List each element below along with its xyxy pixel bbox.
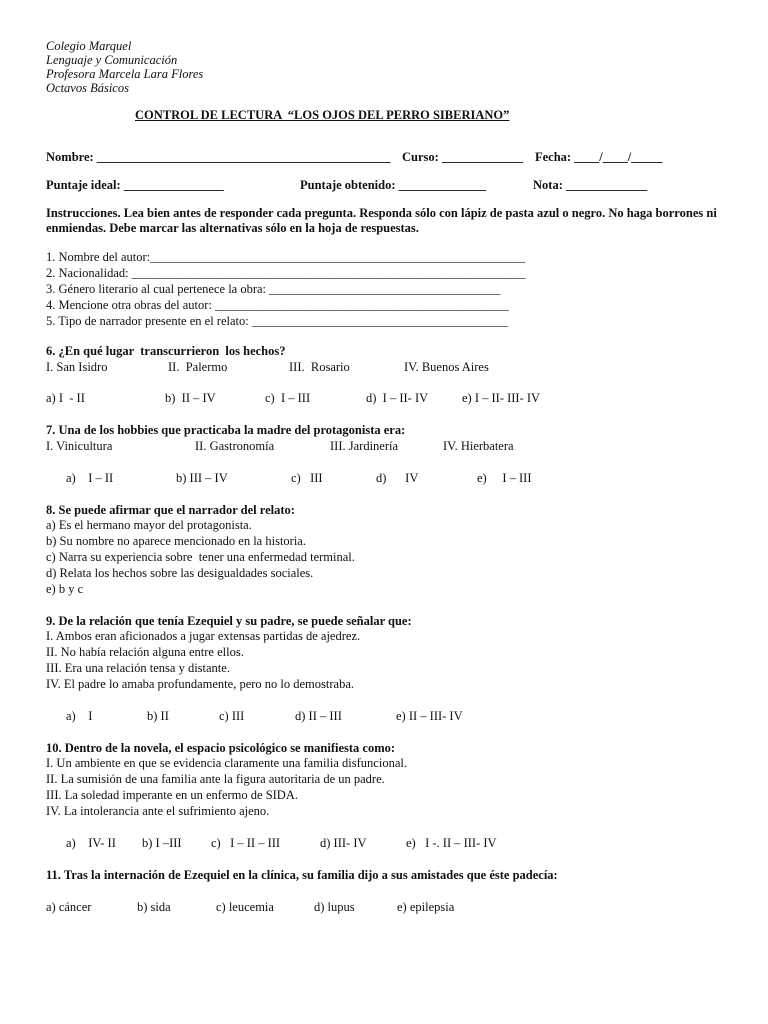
q11-option-d: d) lupus <box>314 900 355 914</box>
q9-option-d: d) II – III <box>295 709 342 723</box>
nota-field: Nota: _____________ <box>533 178 648 192</box>
q10-option-b: b) I –III <box>142 836 182 850</box>
q10-option-c: c) I – II – III <box>211 836 281 850</box>
short-answer-1: 1. Nombre del autor:____________________________________________________________ <box>46 250 526 264</box>
q10-item-4: IV. La intolerancia ante el sufrimiento ajeno. <box>46 804 270 818</box>
question-11: 11. Tras la internación de Ezequiel en la clínica, su familia dijo a sus amistades que éste padecía: <box>46 868 558 882</box>
instructions <box>46 206 736 236</box>
q9-option-a: a) I <box>66 709 93 723</box>
grade-name: Octavos Básicos <box>46 81 129 95</box>
q7-option-e: e) I – III <box>477 471 532 485</box>
q8-option-d: d) Relata los hechos sobre las desigualdades sociales. <box>46 566 314 580</box>
q10-option-d: d) III- IV <box>320 836 367 850</box>
q9-item-2: II. No había relación alguna entre ellos. <box>46 645 244 659</box>
instructions-label: Instrucciones <box>46 206 118 220</box>
q9-option-c: c) III <box>219 709 245 723</box>
q9-item-3: III. Era una relación tensa y distante. <box>46 661 230 675</box>
puntaje-ideal-field: Puntaje ideal: ________________ <box>46 178 224 192</box>
q7-item-3: III. Jardinería <box>330 439 399 453</box>
curso-field: Curso: _____________ <box>402 150 524 164</box>
question-8: 8. Se puede afirmar que el narrador del relato: <box>46 503 295 517</box>
puntaje-obtenido-field: Puntaje obtenido: ______________ <box>300 178 487 192</box>
teacher-name: Profesora Marcela Lara Flores <box>46 67 204 81</box>
instructions-text: . Lea bien antes de responder cada pregunta. Responda sólo con lápiz de pasta azul o negro. No haga borrones ni enmiendas. Debe marcar las alternativas sólo en la hoja de respuestas. <box>46 206 717 235</box>
q9-option-b: b) II <box>147 709 169 723</box>
short-answer-5: 5. Tipo de narrador presente en el relato: _________________________________________ <box>46 314 509 328</box>
school-name: Colegio Marquel <box>46 39 132 53</box>
q7-option-c: c) III <box>291 471 323 485</box>
q6-item-4: IV. Buenos Aires <box>404 360 489 374</box>
q9-item-1: I. Ambos eran aficionados a jugar extensas partidas de ajedrez. <box>46 629 361 643</box>
q10-option-e: e) I -. II – III- IV <box>406 836 497 850</box>
q8-option-e: e) b y c <box>46 582 84 596</box>
short-answer-2: 2. Nacionalidad: _______________________________________________________________ <box>46 266 526 280</box>
short-answer-4: 4. Mencione otra obras del autor: _______________________________________________ <box>46 298 509 312</box>
q8-option-a: a) Es el hermano mayor del protagonista. <box>46 518 252 532</box>
q6-item-3: III. Rosario <box>289 360 350 374</box>
question-7: 7. Una de los hobbies que practicaba la madre del protagonista era: <box>46 423 406 437</box>
q7-item-1: I. Vinicultura <box>46 439 113 453</box>
q11-option-e: e) epilepsia <box>397 900 455 914</box>
short-answer-3: 3. Género literario al cual pertenece la obra: _____________________________________ <box>46 282 501 296</box>
question-6: 6. ¿En qué lugar transcurrieron los hechos? <box>46 344 286 358</box>
q6-option-b: b) II – IV <box>165 391 216 405</box>
q9-item-4: IV. El padre lo amaba profundamente, pero no lo demostraba. <box>46 677 355 691</box>
q7-item-2: II. Gastronomía <box>195 439 275 453</box>
q6-item-1: I. San Isidro <box>46 360 108 374</box>
q11-option-a: a) cáncer <box>46 900 92 914</box>
page-title: CONTROL DE LECTURA “LOS OJOS DEL PERRO SIBERIANO” <box>135 108 510 122</box>
q6-option-d: d) I – II- IV <box>366 391 429 405</box>
q7-option-d: d) IV <box>376 471 419 485</box>
q10-item-3: III. La soledad imperante en un enfermo de SIDA. <box>46 788 298 802</box>
fecha-field: Fecha: ____/____/_____ <box>535 150 663 164</box>
nombre-field: Nombre: _______________________________________________ <box>46 150 391 164</box>
q7-option-a: a) I – II <box>66 471 114 485</box>
q8-option-b: b) Su nombre no aparece mencionado en la historia. <box>46 534 306 548</box>
q6-option-c: c) I – III <box>265 391 311 405</box>
subject-name: Lenguaje y Comunicación <box>46 53 178 67</box>
q10-item-2: II. La sumisión de una familia ante la figura autoritaria de un padre. <box>46 772 385 786</box>
q7-option-b: b) III – IV <box>176 471 228 485</box>
q10-option-a: a) IV- II <box>66 836 116 850</box>
q11-option-c: c) leucemia <box>216 900 274 914</box>
q11-option-b: b) sida <box>137 900 171 914</box>
question-9: 9. De la relación que tenía Ezequiel y su padre, se puede señalar que: <box>46 614 412 628</box>
question-10: 10. Dentro de la novela, el espacio psicológico se manifiesta como: <box>46 741 396 755</box>
q6-option-e: e) I – II- III- IV <box>462 391 541 405</box>
q7-item-4: IV. Hierbatera <box>443 439 514 453</box>
q6-option-a: a) I - II <box>46 391 85 405</box>
q6-item-2: II. Palermo <box>168 360 228 374</box>
q10-item-1: I. Un ambiente en que se evidencia claramente una familia disfuncional. <box>46 756 407 770</box>
q8-option-c: c) Narra su experiencia sobre tener una enfermedad terminal. <box>46 550 355 564</box>
q9-option-e: e) II – III- IV <box>396 709 463 723</box>
